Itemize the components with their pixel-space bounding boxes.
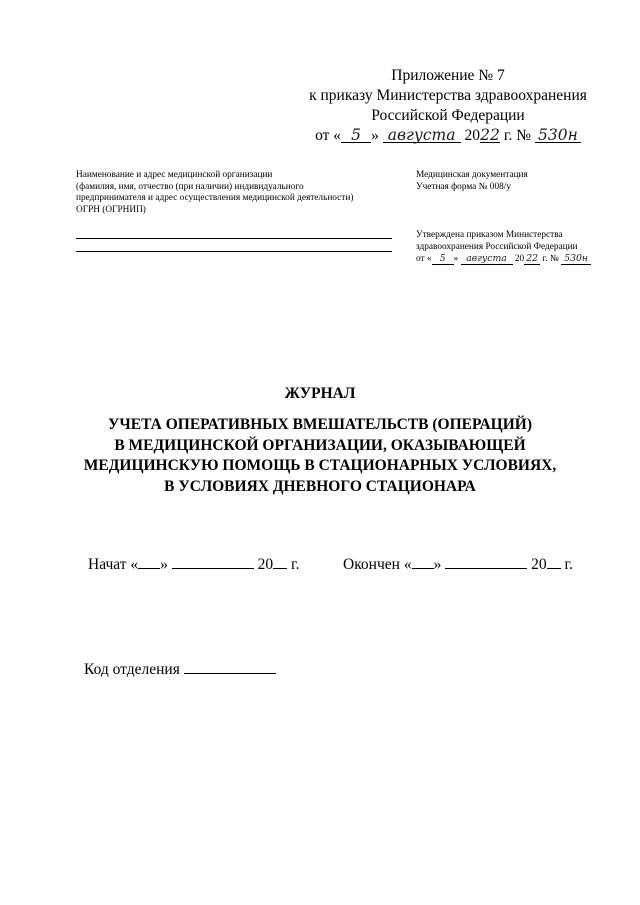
ended-year-blank bbox=[547, 568, 561, 569]
approved-date-line: от « 5 » августа 20 22 г. № 530н bbox=[416, 253, 591, 266]
started-month-blank bbox=[172, 568, 254, 569]
started-label: Начат « bbox=[88, 556, 139, 573]
subtitle-line-3: МЕДИЦИНСКУЮ ПОМОЩЬ В СТАЦИОНАРНЫХ УСЛОВИЯХ, bbox=[83, 457, 557, 474]
approved-line-1: Утверждена приказом Министерства bbox=[416, 230, 563, 240]
approved-day-field: 5 bbox=[432, 253, 454, 265]
appendix-block bbox=[296, 66, 600, 146]
appendix-title: Приложение № 7 bbox=[391, 67, 505, 84]
appendix-year-field: 22 bbox=[480, 126, 500, 144]
org-line-4: ОГРН (ОГРНИП) bbox=[76, 205, 146, 216]
started-year-blank bbox=[273, 568, 287, 569]
started-day-blank bbox=[138, 568, 160, 569]
journal-subtitle bbox=[60, 415, 580, 497]
approved-block bbox=[416, 230, 591, 266]
appendix-order-line: к приказу Министерства здравоохранения bbox=[309, 87, 587, 104]
department-code-label: Код отделения bbox=[84, 661, 180, 678]
org-line-2: (фамилия, имя, отчество (при наличии) индивидуального bbox=[76, 181, 304, 192]
appendix-country-line: Российской Федерации bbox=[371, 107, 525, 124]
ended-date-line: Окончен « » 20 г. bbox=[343, 556, 573, 573]
org-line-1: Наименование и адрес медицинской организации bbox=[76, 170, 273, 180]
org-blank-line-1 bbox=[76, 238, 392, 239]
subtitle-line-4: В УСЛОВИЯХ ДНЕВНОГО СТАЦИОНАРА bbox=[164, 477, 476, 495]
started-date-line: Начат « » 20 г. bbox=[88, 556, 300, 573]
approved-month-field: августа bbox=[461, 253, 513, 265]
approved-number-field: 530н bbox=[561, 253, 591, 265]
med-doc-line-1: Медицинская документация bbox=[416, 170, 528, 180]
journal-title: ЖУРНАЛ bbox=[284, 385, 356, 402]
appendix-day-field: 5 bbox=[341, 128, 371, 143]
approved-line-2: здравоохранения Российской Федерации bbox=[416, 241, 578, 252]
subtitle-line-2: В МЕДИЦИНСКОЙ ОРГАНИЗАЦИИ, ОКАЗЫВАЮЩЕЙ bbox=[114, 436, 526, 454]
appendix-number-field: 530н bbox=[535, 128, 581, 143]
ended-label: Окончен « bbox=[343, 556, 412, 573]
subtitle-line-1: УЧЕТА ОПЕРАТИВНЫХ ВМЕШАТЕЛЬСТВ (ОПЕРАЦИЙ) bbox=[108, 416, 532, 433]
ended-month-blank bbox=[445, 568, 527, 569]
org-line-3: предпринимателя и адрес осуществления медицинской деятельности) bbox=[76, 193, 354, 204]
organization-block bbox=[76, 170, 353, 217]
department-code-line bbox=[84, 661, 276, 679]
medical-documentation-block bbox=[416, 170, 528, 193]
department-code-blank bbox=[184, 673, 276, 674]
med-doc-line-2: Учетная форма № 008/у bbox=[416, 181, 511, 192]
approved-year-field: 22 bbox=[524, 253, 540, 265]
appendix-month-field: августа bbox=[383, 128, 461, 143]
ended-day-blank bbox=[412, 568, 434, 569]
appendix-date-line: от « 5 » августа 2022 г. № 530н bbox=[296, 126, 600, 146]
org-blank-line-2 bbox=[76, 251, 392, 252]
